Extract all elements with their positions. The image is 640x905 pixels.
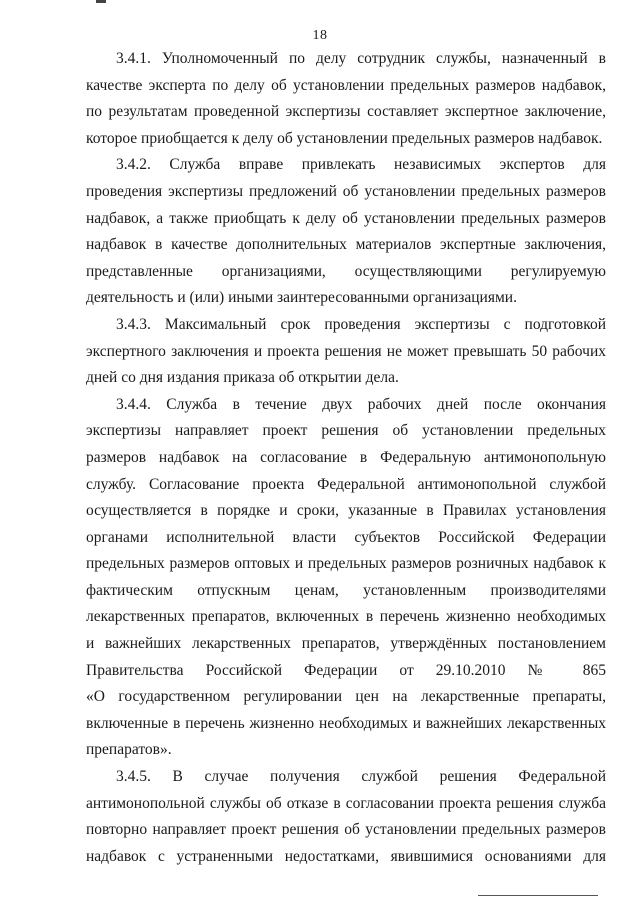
text-line: осуществляется в порядке и сроки, указанные в Правилах установления: [86, 502, 606, 520]
page-number: 18: [312, 28, 328, 43]
text-line: размеров надбавок на согласование в Федеральную антимонопольную: [86, 448, 606, 466]
text-line: 3.4.5. В случае получения службой решения Федеральной: [116, 768, 606, 786]
text-line: 3.4.4. Служба в течение двух рабочих дней после окончания: [116, 395, 606, 413]
text-line: надбавок, а также приобщать к делу об установлении предельных размеров: [86, 209, 606, 227]
text-line: 3.4.3. Максимальный срок проведения экспертизы с подготовкой: [116, 315, 606, 333]
text-line: экспертного заключения и проекта решения не может превышать 50 рабочих: [86, 342, 606, 360]
text-line: включенные в перечень жизненно необходимых и важнейших лекарственных: [86, 714, 606, 732]
text-line: 3.4.1. Уполномоченный по делу сотрудник службы, назначенный в: [116, 50, 606, 67]
text-line: Правительства Российской Федерации от 29.10.2010 № 865: [86, 661, 606, 679]
text-line: деятельность и (или) иными заинтересованными организациями.: [86, 289, 517, 307]
paragraph: [86, 312, 606, 392]
paragraph: [86, 46, 606, 152]
text-line: по результатам проведенной экспертизы составляет экспертное заключение,: [86, 103, 606, 121]
text-line: лекарственных препаратов, включенных в перечень жизненно необходимых: [86, 608, 606, 626]
text-line: экспертизы направляет проект решения об установлении предельных: [86, 422, 606, 440]
text-line: надбавок с устраненными недостатками, явившимися основаниями для: [86, 847, 606, 865]
text-line: 3.4.2. Служба вправе привлекать независимых экспертов для: [116, 156, 606, 174]
footnote-rule: [478, 895, 598, 896]
text-line: представленные организациями, осуществляющими регулируемую: [86, 262, 606, 280]
paragraph: [86, 392, 606, 764]
text-line: повторно направляет проект решения об установлении предельных размеров: [86, 821, 606, 839]
paragraph: [86, 152, 606, 312]
scan-mark: [96, 0, 106, 3]
text-line: органами исполнительной власти субъектов Российской Федерации: [86, 528, 606, 546]
paragraph: [86, 764, 606, 870]
text-line: надбавок в качестве дополнительных материалов экспертные заключения,: [86, 236, 606, 254]
document-body: [86, 46, 606, 870]
text-line: проведения экспертизы предложений об установлении предельных размеров: [86, 182, 606, 200]
text-line: предельных размеров оптовых и предельных размеров розничных надбавок к: [86, 555, 606, 573]
text-line: качестве эксперта по делу об установлении предельных размеров надбавок,: [86, 76, 606, 94]
text-line: дней со дня издания приказа об открытии дела.: [86, 369, 399, 387]
text-line: «О государственном регулировании цен на лекарственные препараты,: [86, 688, 606, 706]
text-line: фактическим отпускным ценам, установленным производителями: [86, 581, 606, 599]
text-line: службу. Согласование проекта Федеральной антимонопольной службой: [86, 475, 606, 493]
text-line: препаратов».: [86, 741, 172, 759]
text-line: которое приобщается к делу об установлении предельных размеров надбавок.: [86, 129, 603, 147]
text-line: и важнейших лекарственных препаратов, утверждённых постановлением: [86, 635, 606, 653]
text-line: антимонопольной службы об отказе в согласовании проекта решения служба: [86, 794, 606, 812]
